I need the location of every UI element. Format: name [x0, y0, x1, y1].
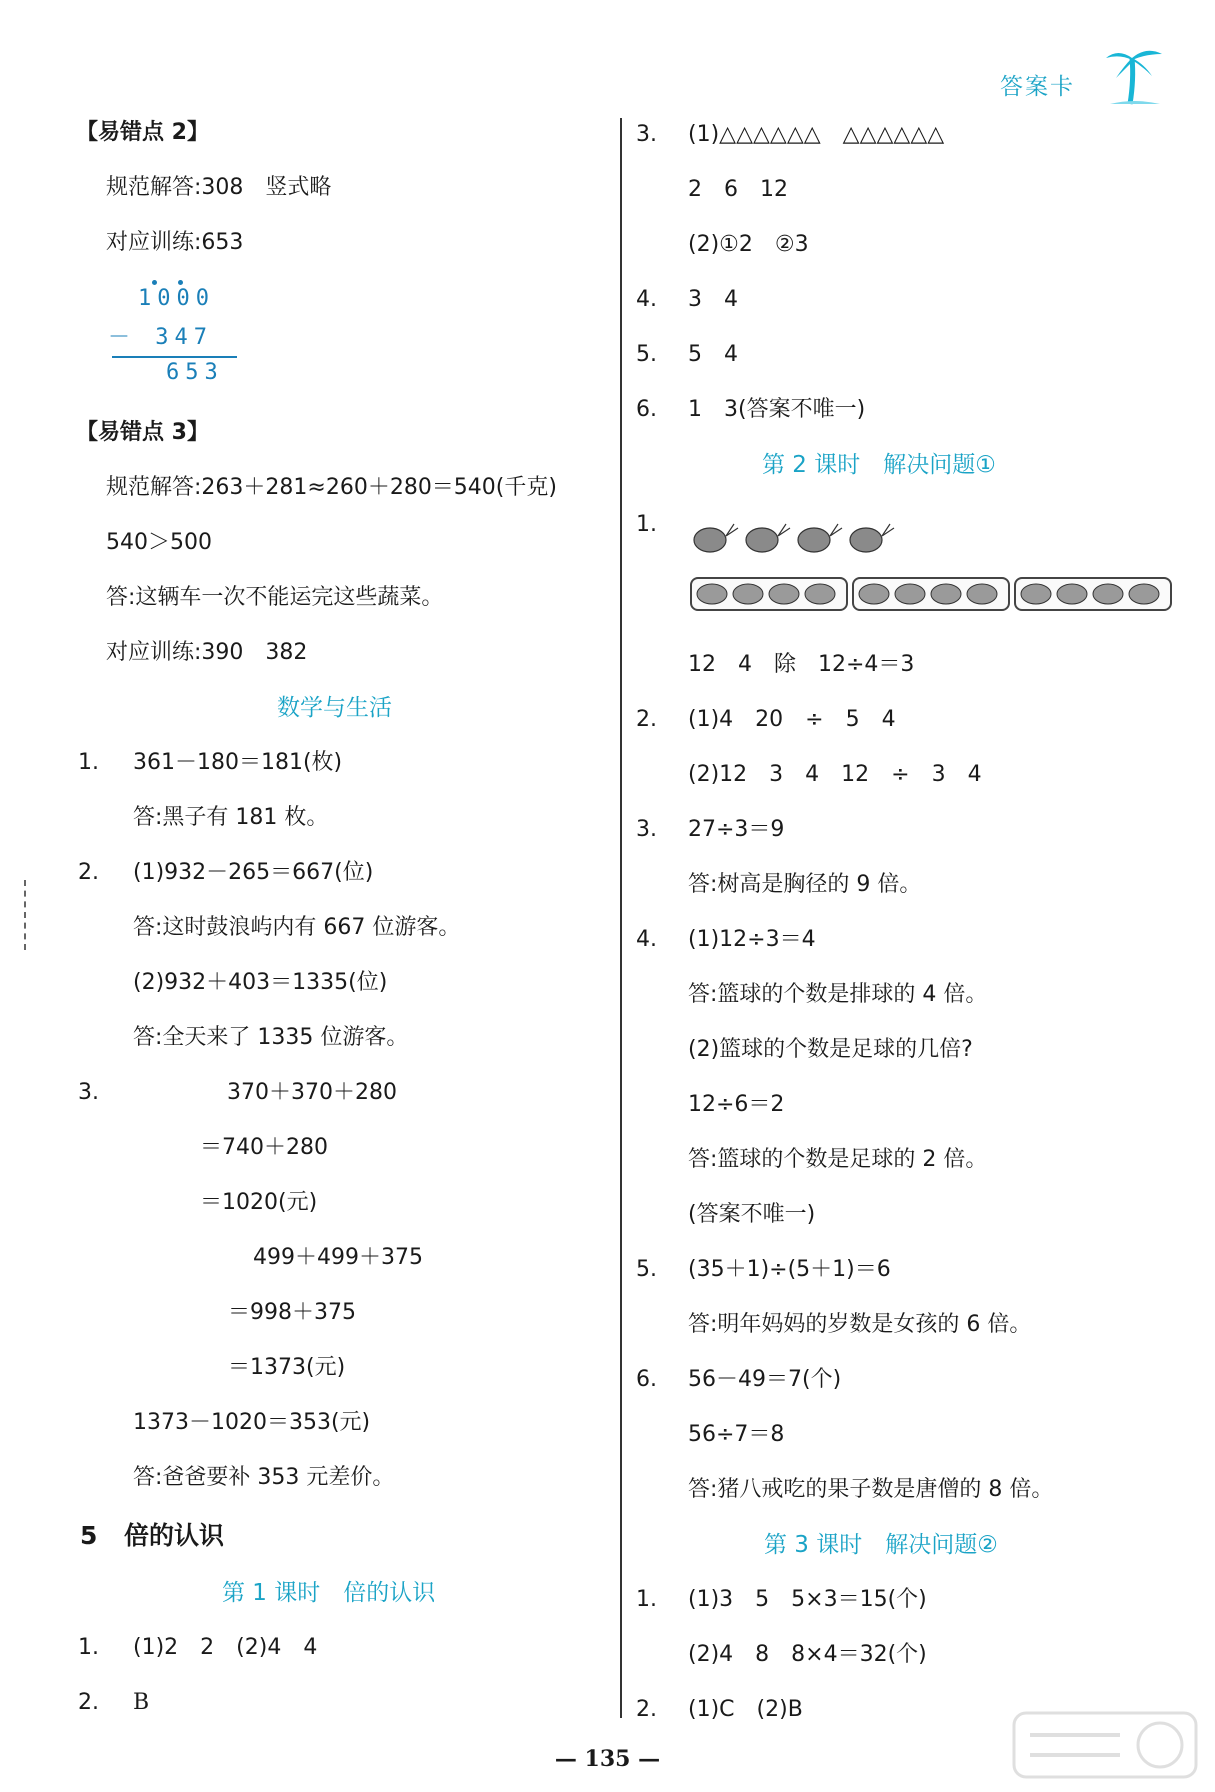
section-heading-math-life: 数学与生活	[277, 695, 392, 721]
item-number: 4.	[636, 927, 657, 952]
standard-answer: 规范解答:308 竖式略	[106, 175, 332, 200]
snail-group-icon	[858, 582, 1004, 606]
m2-answer: (1)C (2)B	[688, 1697, 803, 1722]
item-number: 3.	[636, 122, 657, 147]
snail-row-icon	[690, 516, 910, 556]
page-number: — 135 —	[554, 1746, 661, 1772]
item-number: 2.	[78, 860, 99, 885]
item-number: 1.	[636, 512, 657, 537]
group-box	[852, 577, 1010, 611]
snail-group-icon	[696, 582, 842, 606]
practice-answer: 对应训练:653	[106, 230, 244, 255]
chapter-number: 5	[80, 1521, 98, 1550]
q3-step: ＝998＋375	[228, 1300, 356, 1325]
r3-triangles: (1)△△△△△△ △△△△△△	[688, 122, 945, 147]
item-number: 5.	[636, 342, 657, 367]
answer-text: 答:这辆车一次不能运完这些蔬菜。	[106, 585, 444, 610]
q2b-equation: (2)932＋403＝1335(位)	[133, 970, 388, 995]
m1-answer: (1)3 5 5×3＝15(个)	[688, 1587, 927, 1612]
r3-numbers: 2 6 12	[688, 177, 788, 202]
q2-equation: (1)932－265＝667(位)	[133, 860, 374, 885]
lesson-3-heading: 第 3 课时 解决问题②	[764, 1532, 998, 1558]
lesson-2-heading: 第 2 课时 解决问题①	[762, 452, 996, 478]
r4-answer: 3 4	[688, 287, 738, 312]
standard-answer-2: 规范解答:263＋281≈260＋280＝540(千克)	[106, 475, 557, 500]
column-divider	[620, 118, 622, 1718]
item-number: 5.	[636, 1257, 657, 1282]
q2b-answer: 答:全天来了 1335 位游客。	[133, 1025, 409, 1050]
item-number: 1.	[78, 750, 99, 775]
k1-answer: 12 4 除 12÷4＝3	[688, 652, 915, 677]
k6-equation: 56－49＝7(个)	[688, 1367, 842, 1392]
lesson-1-heading: 第 1 课时 倍的认识	[222, 1580, 436, 1606]
k3-equation: 27÷3＝9	[688, 817, 785, 842]
q1-answer: 答:黑子有 181 枚。	[133, 805, 329, 830]
q3-difference: 1373－1020＝353(元)	[133, 1410, 371, 1435]
r5-answer: 5 4	[688, 342, 738, 367]
snail-group-icon	[1020, 582, 1166, 606]
item-number: 6.	[636, 397, 657, 422]
header-label: 答案卡	[1000, 74, 1075, 100]
item-number: 3.	[636, 817, 657, 842]
item-number: 2.	[78, 1690, 99, 1715]
q3-step: ＝1373(元)	[228, 1355, 346, 1380]
m1b-answer: (2)4 8 8×4＝32(个)	[688, 1642, 927, 1667]
k4-equation-2: 12÷6＝2	[688, 1092, 785, 1117]
q3-answer: 答:爸爸要补 353 元差价。	[133, 1465, 395, 1490]
comparison: 540＞500	[106, 530, 212, 555]
k4-answer: 答:篮球的个数是排球的 4 倍。	[688, 982, 988, 1007]
item-number: 1.	[78, 1635, 99, 1660]
cut-line	[24, 880, 26, 950]
k3-answer: 答:树高是胸径的 9 倍。	[688, 872, 922, 897]
group-box	[690, 577, 848, 611]
practice-answer-2: 对应训练:390 382	[106, 640, 308, 665]
watermark-logo	[1010, 1705, 1200, 1785]
k5-answer: 答:明年妈妈的岁数是女孩的 6 倍。	[688, 1312, 1032, 1337]
k4-answer-2: 答:篮球的个数是足球的 2 倍。	[688, 1147, 988, 1172]
q3-step: ＝1020(元)	[200, 1190, 318, 1215]
grouped-snails	[690, 577, 1172, 611]
minuend: 1000	[138, 286, 215, 311]
r6-answer: 1 3(答案不唯一)	[688, 397, 866, 422]
k4-question: (2)篮球的个数是足球的几倍?	[688, 1037, 973, 1062]
item-number: 1.	[636, 1587, 657, 1612]
item-number: 2.	[636, 707, 657, 732]
r3-part2: (2)①2 ②3	[688, 232, 809, 257]
item-number: 2.	[636, 1697, 657, 1722]
item-number: 4.	[636, 287, 657, 312]
error-point-2-heading: 【易错点 2】	[76, 120, 209, 145]
palm-tree-icon	[1104, 44, 1164, 106]
k2b-answer: (2)12 3 4 12 ÷ 3 4	[688, 762, 982, 787]
k6-equation-2: 56÷7＝8	[688, 1422, 785, 1447]
error-point-3-heading: 【易错点 3】	[76, 420, 209, 445]
difference: 653	[166, 360, 224, 385]
chapter-title: 倍的认识	[124, 1521, 225, 1550]
group-box	[1014, 577, 1172, 611]
q1-equation: 361－180＝181(枚)	[133, 750, 343, 775]
q3-expr: 370＋370＋280	[227, 1080, 397, 1105]
subtrahend: － 347	[108, 325, 213, 350]
k2-answer: (1)4 20 ÷ 5 4	[688, 707, 896, 732]
p1-answer: (1)2 2 (2)4 4	[133, 1635, 318, 1660]
p2-answer: B	[133, 1690, 150, 1715]
k4-equation: (1)12÷3＝4	[688, 927, 816, 952]
k6-answer: 答:猪八戒吃的果子数是唐僧的 8 倍。	[688, 1477, 1054, 1502]
q3-step: ＝740＋280	[200, 1135, 328, 1160]
k4-note: (答案不唯一)	[688, 1202, 816, 1227]
item-number: 3.	[78, 1080, 99, 1105]
item-number: 6.	[636, 1367, 657, 1392]
k5-equation: (35＋1)÷(5＋1)＝6	[688, 1257, 891, 1282]
q3-expr-2: 499＋499＋375	[253, 1245, 423, 1270]
q2-answer: 答:这时鼓浪屿内有 667 位游客。	[133, 915, 461, 940]
